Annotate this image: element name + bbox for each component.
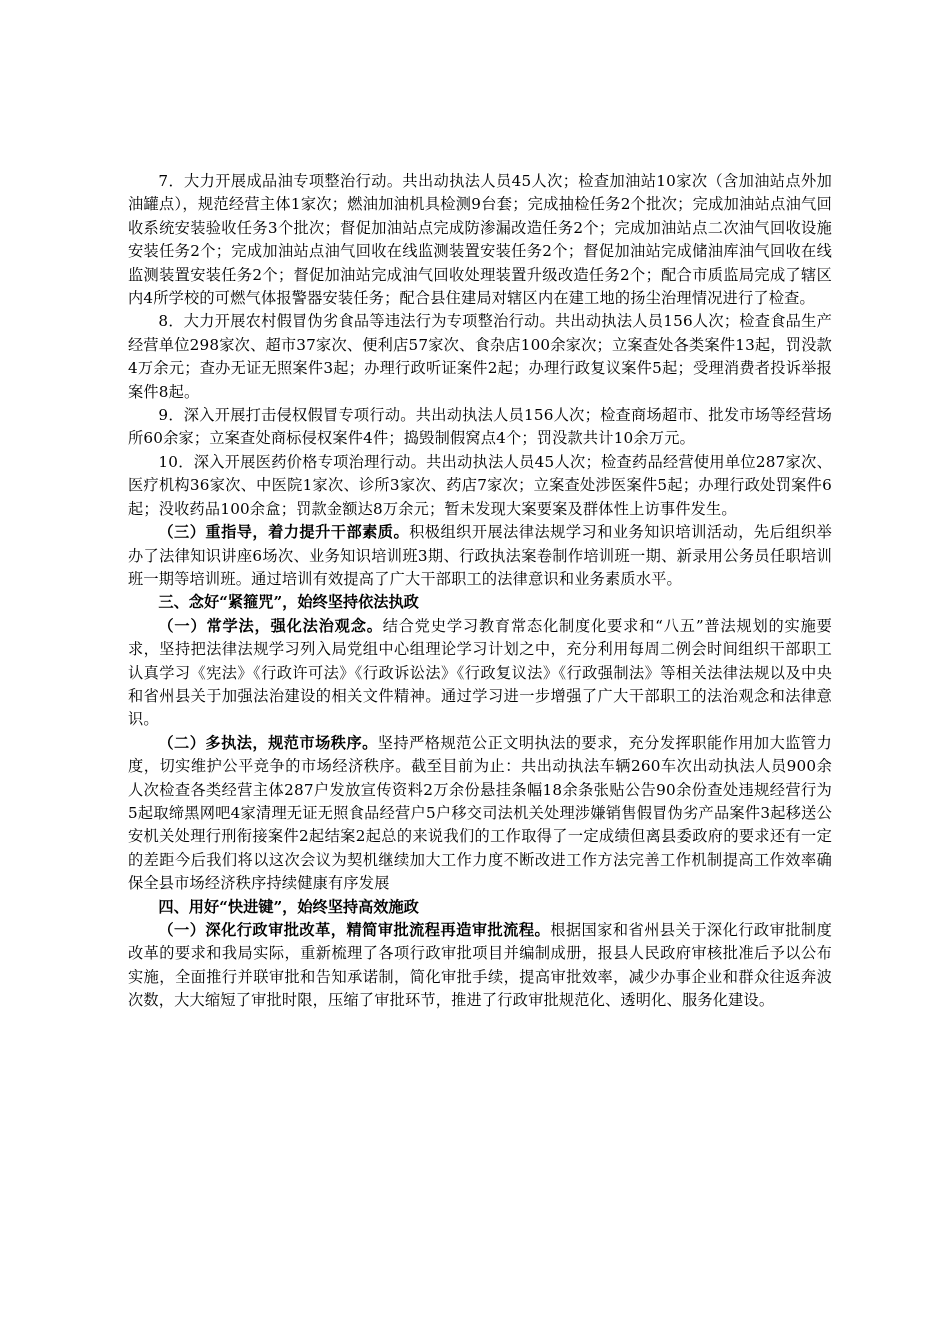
paragraph-lead: （二）多执法，规范市场秩序。 xyxy=(158,733,378,752)
paragraph-text: 结合党史学习教育常态化制度化要求和“八五”普法规划的实施要求，坚持把法律法规学习列入局党组中心组理论学习计划之中，充分利用每周二例会时间组织干部职工认真学习《宪法》《行政许可法》《行政诉讼法》《行政复议法》《行政强制法》等相关法律法规以及中央和省州县关于加强法治建设的相关文件精神。通过学习进一步增强了广大干部职工的法治观念和法律意识。 xyxy=(128,616,832,729)
paragraph-text: 根据国家和省州县关于深化行政审批制度改革的要求和我局实际，重新梳理了各项行政审批项目并编制成册，报县人民政府审核批准后予以公布实施，全面推行并联审批和告知承诺制，简化审批手续，提高审批效率，减少办事企业和群众往返奔波次数，大大缩短了审批时限，压缩了审批环节，推进了行政审批规范化、透明化、服务化建设。 xyxy=(128,921,832,1010)
paragraph-item-7 xyxy=(128,170,832,310)
paragraph-text: 10．深入开展医药价格专项治理行动。共出动执法人员45人次；检查药品经营使用单位287家次、医疗机构36家次、中医院1家次、诊所3家次、药店7家次；立案查处涉医案件5起；办理行政处罚案件6起；没收药品100余盒；罚款金额达8万余元；暂未发现大案要案及群体性上访事件发生。 xyxy=(128,452,832,518)
paragraph-item-10 xyxy=(128,451,832,521)
paragraph-lead: （一）深化行政审批改革，精简审批流程再造审批流程。 xyxy=(158,921,551,939)
paragraph-lead: （一）常学法，强化法治观念。 xyxy=(158,616,383,635)
paragraph-text: 9．深入开展打击侵权假冒专项行动。共出动执法人员156人次；检查商场超市、批发市场等经营场所60余家；立案查处商标侵权案件4件；捣毁制假窝点4个；罚没款共计10余万元。 xyxy=(128,406,832,448)
paragraph-item-8 xyxy=(128,310,832,404)
paragraph-text: 7．大力开展成品油专项整治行动。共出动执法人员45人次；检查加油站10家次（含加油站点外加油罐点），规范经营主体1家次；燃油加油机具检测9台套；完成抽检任务2个批次；完成加油站点油气回收系统安装验收任务3个批次；督促加油站点完成防渗漏改造任务2个；完成加油站点二次油气回收设施安装任务2个；完成加油站点油气回收在线监测装置安装任务2个；督促加油站完成储油库油气回收在线监测装置安装任务2个；督促加油站完成油气回收处理装置升级改造任务2个；配合市质监局完成了辖区内4所学校的可燃气体报警器安装任务；配合县住建局对辖区内在建工地的扬尘治理情况进行了检查。 xyxy=(128,172,832,308)
paragraph-text: 8．大力开展农村假冒伪劣食品等违法行为专项整治行动。共出动执法人员156人次；检查食品生产经营单位298家次、超市37家次、便利店57家次、食杂店100余家次；立案查处各类案件13起，罚没款4万余元；查办无证无照案件3起；办理行政听证案件2起；办理行政复议案件5起；受理消费者投诉举报案件8起。 xyxy=(128,312,832,401)
paragraph-text: 积极组织开展法律法规学习和业务知识培训活动，先后组织举办了法律知识讲座6场次、业务知识培训班3期、行政执法案卷制作培训班一期、新录用公务员任职培训班一期等培训班。通过培训有效提高了广大干部职工的法律意识和业务素质水平。 xyxy=(128,523,832,588)
section-heading-4: 四、用好“快进键”，始终坚持高效施政 xyxy=(158,897,419,916)
paragraph-text: 坚持严格规范公正文明执法的要求，充分发挥职能作用加大监管力度，切实维护公平竞争的市场经济秩序。截至目前为止：共出动执法车辆260车次出动执法人员900余人次检查各类经营主体287户发放宣传资料2万余份悬挂条幅18余条张贴公告90余份查处违规经营行为5起取缔黑网吧4家清理无证无照食品经营户5户移交司法机关处理涉嫌销售假冒伪劣产品案件3起移送公安机关处理行刑衔接案件2起结案2起总的来说我们的工作取得了一定成绩但离县委政府的要求还有一定的差距今后我们将以这次会议为契机继续加大工作力度不断改进工作方法完善工作机制提高工作效率确保全县市场经济秩序持续健康有序发展 xyxy=(128,733,832,893)
paragraph-study-law xyxy=(128,615,832,732)
paragraph-approval-reform xyxy=(128,919,832,1013)
paragraph-enforcement xyxy=(128,732,832,896)
paragraph-guidance xyxy=(128,521,832,591)
paragraph-lead: （三）重指导，着力提升干部素质。 xyxy=(158,523,410,542)
paragraph-item-9 xyxy=(128,404,832,451)
section-heading-3: 三、念好“紧箍咒”，始终坚持依法执政 xyxy=(158,593,419,612)
